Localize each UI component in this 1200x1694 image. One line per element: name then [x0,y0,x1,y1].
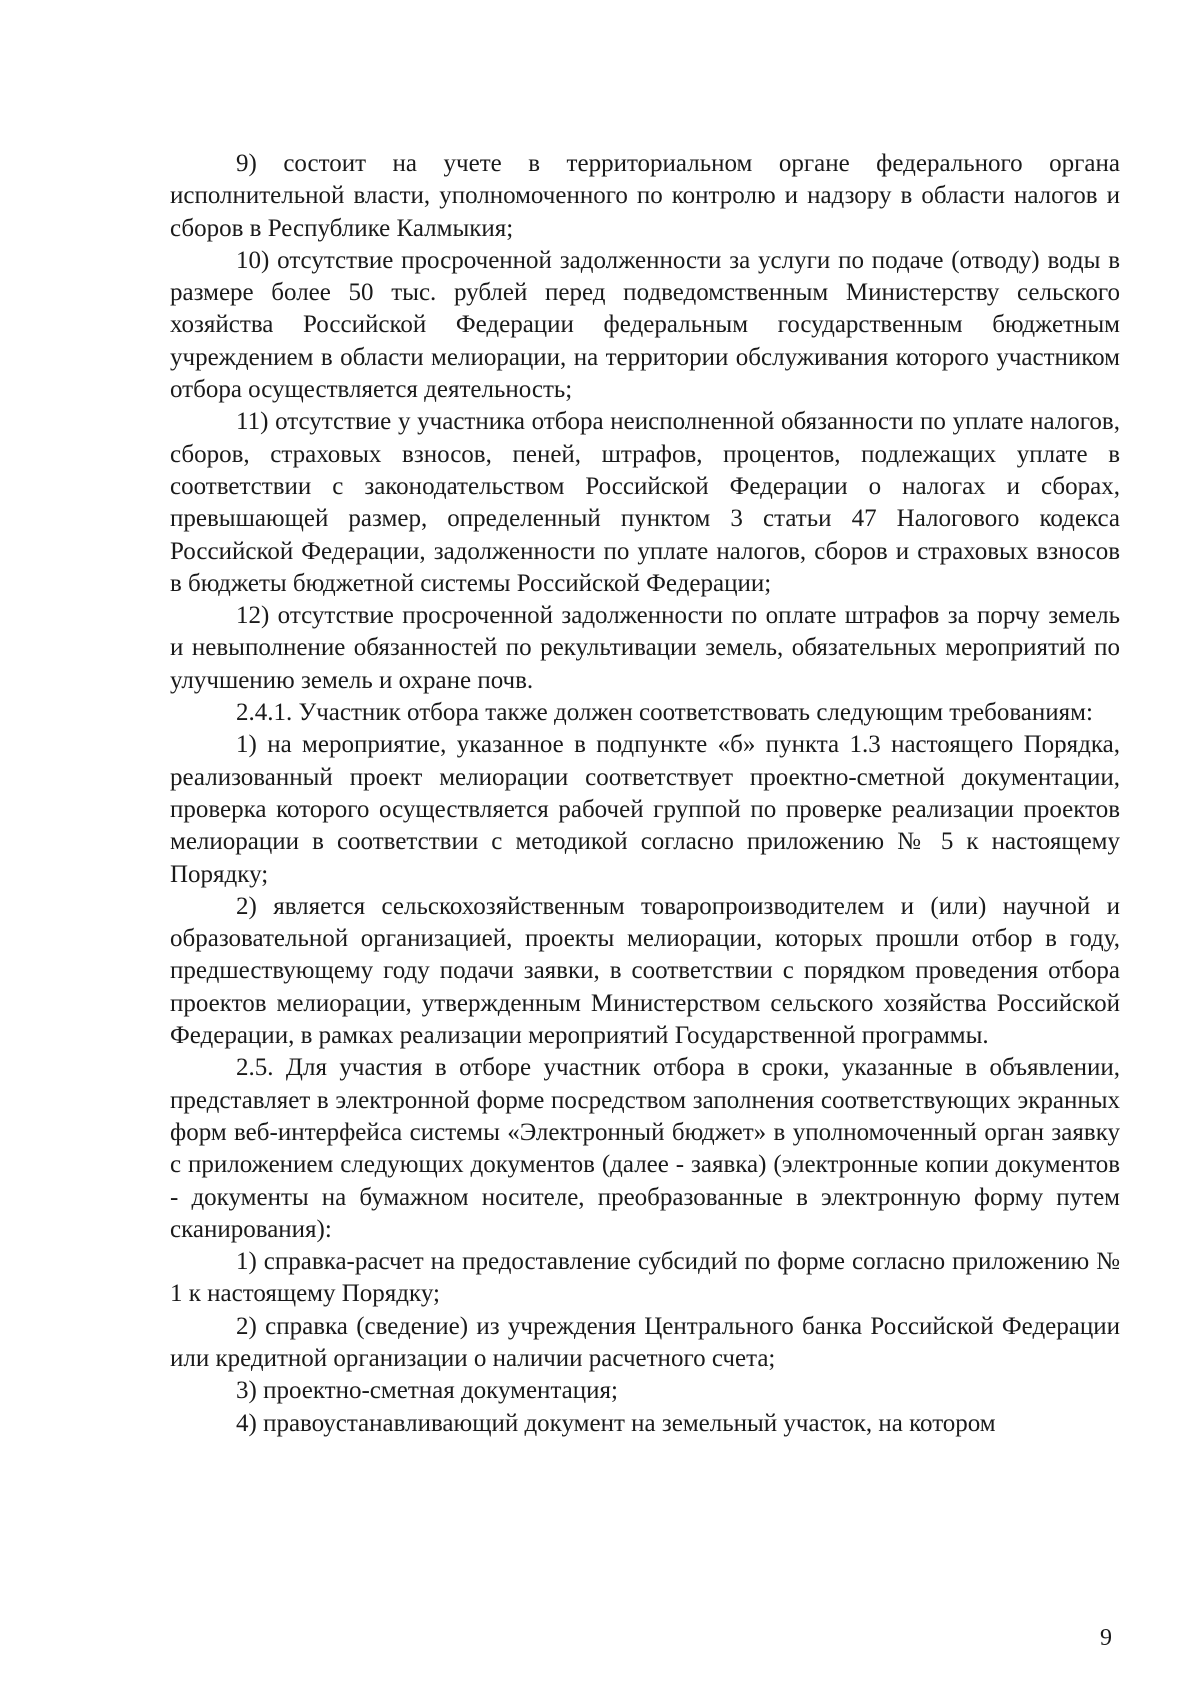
paragraph-2-5: 2.5. Для участия в отборе участник отбора в сроки, указанные в объявлении, представляет в электронной форме посредством заполнения соответствующих экранных форм веб-интерфейса системы «Электронный бюджет» в уполномоченный орган заявку с приложением следующих документов (далее - заявка) (электронные копии документов - документы на бумажном носителе, преобразованные в электронную форму путем сканирования): [170,1054,1120,1243]
paragraph-2-4-1-item-2: 2) является сельскохозяйственным товаропроизводителем и (или) научной и образовательной организацией, проекты мелиорации, которых прошли отбор в году, предшествующему году подачи заявки, в соответствии с порядком проведения отбора проектов мелиорации, утвержденным Министерством сельского хозяйства Российской Федерации, в рамках реализации мероприятий Государственной программы. [170,892,1120,1050]
paragraph-item-10: 10) отсутствие просроченной задолженности за услуги по подаче (отводу) воды в размере более 50 тыс. рублей перед подведомственным Министерству сельского хозяйства Российской Федерации федеральным государственным бюджетным учреждением в области мелиорации, на территории обслуживания которого участником отбора осуществляется деятельность; [170,246,1120,404]
paragraph-2-4-1: 2.4.1. Участник отбора также должен соответствовать следующим требованиям: [236,699,1093,727]
paragraph-2-5-item-4: 4) правоустанавливающий документ на земельный участок, на котором [236,1409,996,1437]
document-body [170,148,1120,1440]
paragraph-2-4-1-item-1: 1) на мероприятие, указанное в подпункте «б» пункта 1.3 настоящего Порядка, реализованный проект мелиорации соответствует проектно-сметной документации, проверка которого осуществляется рабочей группой по проверке реализации проектов мелиорации в соответствии с методикой согласно приложению № 5 к настоящему Порядку; [170,731,1120,888]
paragraph-item-11: 11) отсутствие у участника отбора неисполненной обязанности по уплате налогов, сборов, страховых взносов, пеней, штрафов, процентов, подлежащих уплате в соответствии с законодательством Российской Федерации о налогах и сборах, превышающей размер, определенный пунктом 3 статьи 47 Налогового кодекса Российской Федерации, задолженности по уплате налогов, сборов и страховых взносов в бюджеты бюджетной системы Российской Федерации; [170,408,1120,597]
paragraph-2-5-item-2: 2) справка (сведение) из учреждения Центрального банка Российской Федерации или кредитной организации о наличии расчетного счета; [170,1312,1120,1372]
paragraph-item-9: 9) состоит на учете в территориальном органе федерального органа исполнительной власти, уполномоченного по контролю и надзору в области налогов и сборов в Республике Калмыкия; [170,150,1120,242]
paragraph-item-12: 12) отсутствие просроченной задолженности по оплате штрафов за порчу земель и невыполнение обязанностей по рекультивации земель, обязательных мероприятий по улучшению земель и охране почв. [170,602,1120,694]
page-number: 9 [1100,1625,1112,1651]
paragraph-2-5-item-3: 3) проектно-сметная документация; [236,1377,618,1405]
paragraph-2-5-item-1: 1) справка-расчет на предоставление субсидий по форме согласно приложению № 1 к настоящему Порядку; [170,1248,1120,1308]
